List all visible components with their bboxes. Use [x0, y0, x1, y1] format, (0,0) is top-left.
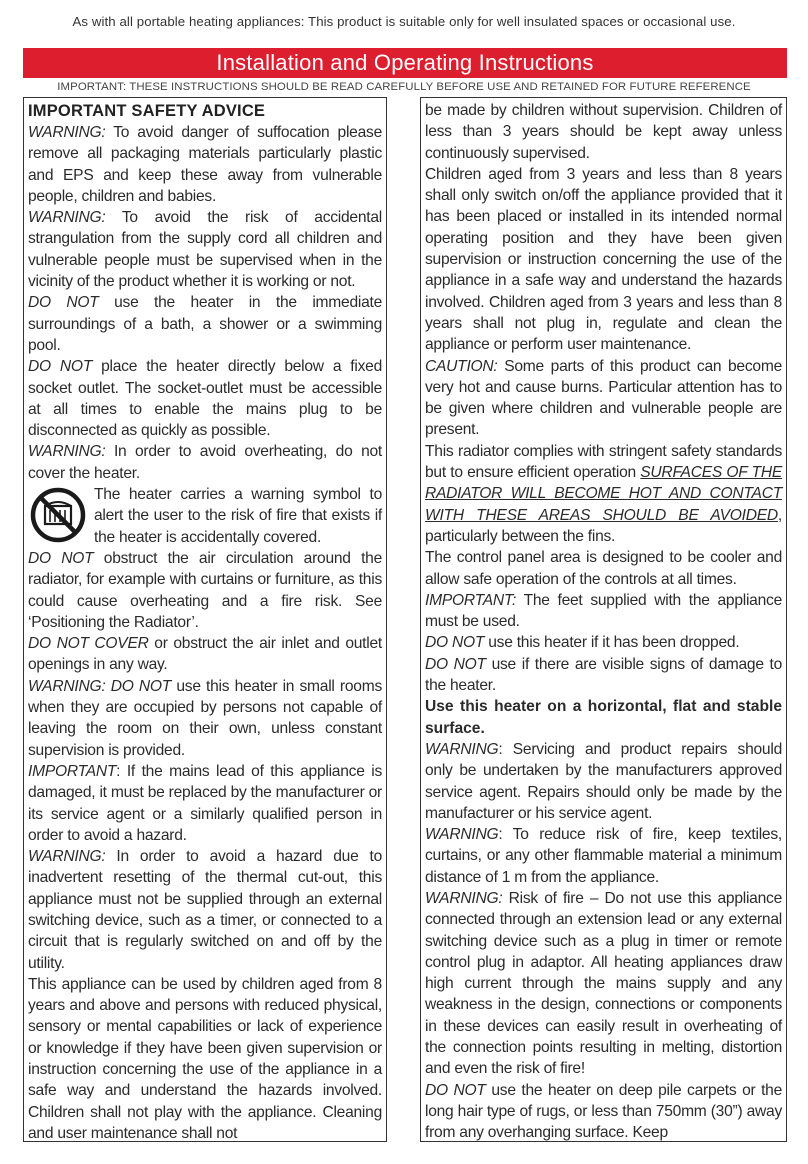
paragraph-label: WARNING: DO NOT: [28, 677, 172, 695]
paragraph-text: use if there are visible signs of damage to the heater.: [425, 655, 783, 695]
paragraph-label: WARNING: [425, 740, 499, 758]
paragraph-text: The feet supplied with the appliance must be used.: [425, 591, 782, 631]
paragraph-text: This radiator complies with stringent safety standards but to ensure efficient operation: [425, 442, 782, 482]
paragraph-label: DO NOT: [28, 358, 93, 376]
left-column: [23, 97, 387, 1142]
paragraph: [425, 590, 782, 633]
paragraph-text: To avoid danger of suffocation please remove all packaging materials particularly plastic and EPS and keep these away from vulnerable people, children and babies.: [28, 124, 382, 205]
paragraph: [425, 632, 782, 653]
paragraph-emphasis: SURFACES OF THE RADIATOR WILL BECOME HOT AND CONTACT WITH THESE AREAS SHOULD BE AVOIDED: [425, 464, 782, 524]
no-covering-warning-icon: [28, 486, 88, 544]
paragraph-label: CAUTION:: [425, 357, 498, 375]
paragraph-label: WARNING:: [28, 443, 106, 461]
paragraph: [425, 824, 782, 888]
paragraph: The control panel area is designed to be cooler and allow safe operation of the controls at all times.: [425, 549, 782, 588]
paragraph-label: IMPORTANT: [28, 762, 117, 780]
paragraph-text: : If the mains lead of this appliance is damaged, it must be replaced by the manufacturer or its service agent or a similarly qualified person in order to avoid a hazard.: [28, 762, 382, 844]
paragraph: [28, 122, 382, 207]
paragraph: [28, 441, 382, 484]
paragraph-label: DO NOT: [425, 634, 485, 652]
paragraph-text: place the heater directly below a fixed socket outlet. The socket-outlet must be accessible at all times to enable the mains plug to be disconnected as quickly as possible.: [28, 358, 382, 440]
paragraph: [425, 739, 782, 824]
paragraph-label: WARNING:: [28, 848, 106, 866]
top-note: As with all portable heating appliances: This product is suitable only for well insulated spaces or occasional use.: [72, 14, 736, 29]
safety-heading: IMPORTANT SAFETY ADVICE: [28, 102, 266, 120]
paragraph: [425, 654, 782, 697]
paragraph: [28, 356, 382, 441]
paragraph-label: DO NOT: [28, 549, 94, 567]
paragraph-label: WARNING: [425, 826, 499, 844]
paragraph: [425, 356, 782, 441]
important-note: IMPORTANT: THESE INSTRUCTIONS SHOULD BE READ CAREFULLY BEFORE USE AND RETAINED FOR FUTURE REFERENCE: [57, 81, 751, 93]
paragraph: [28, 633, 382, 676]
paragraph-text: In order to avoid a hazard due to inadvertent resetting of the thermal cut-out, this appliance must not be supplied through an external switching device, such as a timer, or connected to a circuit that is regularly switched on and off by the utility.: [28, 848, 382, 972]
paragraph: [28, 207, 382, 292]
paragraph: This appliance can be used by children aged from 8 years and above and persons with reduced physical, sensory or mental capabilities or lack of experience or knowledge if they have been given supervision or instruction concerning the use of the appliance in a safe way and understand the hazards involved. Children shall not play with the appliance. Cleaning and user maintenance shall not: [28, 975, 382, 1142]
paragraph: Children aged from 3 years and less than 8 years shall only switch on/off the appliance provided that it has been placed or installed in its intended normal operating position and they have been given supervision or instruction concerning the use of the appliance in a safe way and understand the hazards involved. Children aged from 3 years and less than 8 years shall not plug in, regulate and clean the appliance or perform user maintenance.: [425, 165, 782, 354]
paragraph-text: or obstruct the air inlet and outlet openings in any way.: [28, 635, 382, 674]
paragraph-text: obstruct the air circulation around the radiator, for example with curtains or furniture, as this could cause overheating and a fire risk. See ‘Positioning the Radiator’.: [28, 549, 383, 631]
paragraph: Use this heater on a horizontal, flat and stable surface.: [425, 698, 782, 737]
banner-title: Installation and Operating Instructions: [23, 48, 787, 78]
paragraph: [28, 548, 382, 633]
paragraph-label: DO NOT: [425, 655, 486, 673]
paragraph: [28, 676, 382, 761]
paragraph-label: WARNING:: [28, 209, 106, 227]
paragraph-label: WARNING:: [425, 889, 503, 907]
paragraph-text: In order to avoid overheating, do not cover the heater.: [28, 443, 382, 482]
paragraph-text: , particularly between the fins.: [425, 506, 782, 545]
paragraph-text: : To reduce risk of fire, keep textiles, curtains, or any other flammable material a minimum distance of 1 m from the appliance.: [425, 826, 782, 886]
paragraph: [425, 888, 782, 1080]
paragraph: [425, 1080, 782, 1142]
paragraph: [28, 292, 382, 356]
paragraph-text: : Servicing and product repairs should only be undertaken by the manufacturers approved service agent. Repairs should only be made by the manufacturer or his service agent.: [425, 740, 782, 822]
paragraph-text: use the heater in the immediate surroundings of a bath, a shower or a swimming pool.: [28, 294, 383, 354]
paragraph-label: DO NOT: [28, 294, 99, 312]
paragraph: [28, 761, 382, 846]
paragraph-label: DO NOT COVER: [28, 635, 149, 653]
paragraph-label: IMPORTANT:: [425, 591, 517, 609]
paragraph: [28, 846, 382, 974]
paragraph-text: use the heater on deep pile carpets or the long hair type of rugs, or less than 750mm (30”) away from any overhanging surface. Keep: [425, 1081, 783, 1142]
paragraph: [425, 441, 782, 547]
paragraph-label: DO NOT: [425, 1081, 486, 1099]
paragraph: be made by children without supervision. Children of less than 3 years should be kept away unless continuously supervised.: [425, 102, 782, 162]
paragraph-text: use this heater if it has been dropped.: [484, 634, 740, 652]
paragraph-text: Risk of fire – Do not use this appliance connected through an extension lead or any external switching device such as a plug in timer or remote control plug in adaptor. All heating appliances draw high current through the mains supply and any weakness in the design, connections or components in these devices can easily result in overheating of the connection points resulting in melting, distortion and even the risk of fire!: [425, 889, 782, 1078]
paragraph-text: The heater carries a warning symbol to alert the user to the risk of fire that exists if the heater is accidentally covered.: [94, 486, 382, 546]
paragraph-text: To avoid the risk of accidental strangulation from the supply cord all children and vulnerable people must be supervised when in the vicinity of the product whether it is working or not.: [28, 209, 382, 291]
paragraph-label: WARNING:: [28, 124, 106, 141]
warning-symbol-block: [28, 484, 382, 548]
paragraph-text: use this heater in small rooms when they are occupied by persons not capable of leaving the room on their own, unless constant supervision is provided.: [28, 677, 383, 759]
right-column: [420, 97, 787, 1142]
paragraph-text: Some parts of this product can become very hot and cause burns. Particular attention has to be given where children and vulnerable people are present.: [425, 357, 782, 439]
